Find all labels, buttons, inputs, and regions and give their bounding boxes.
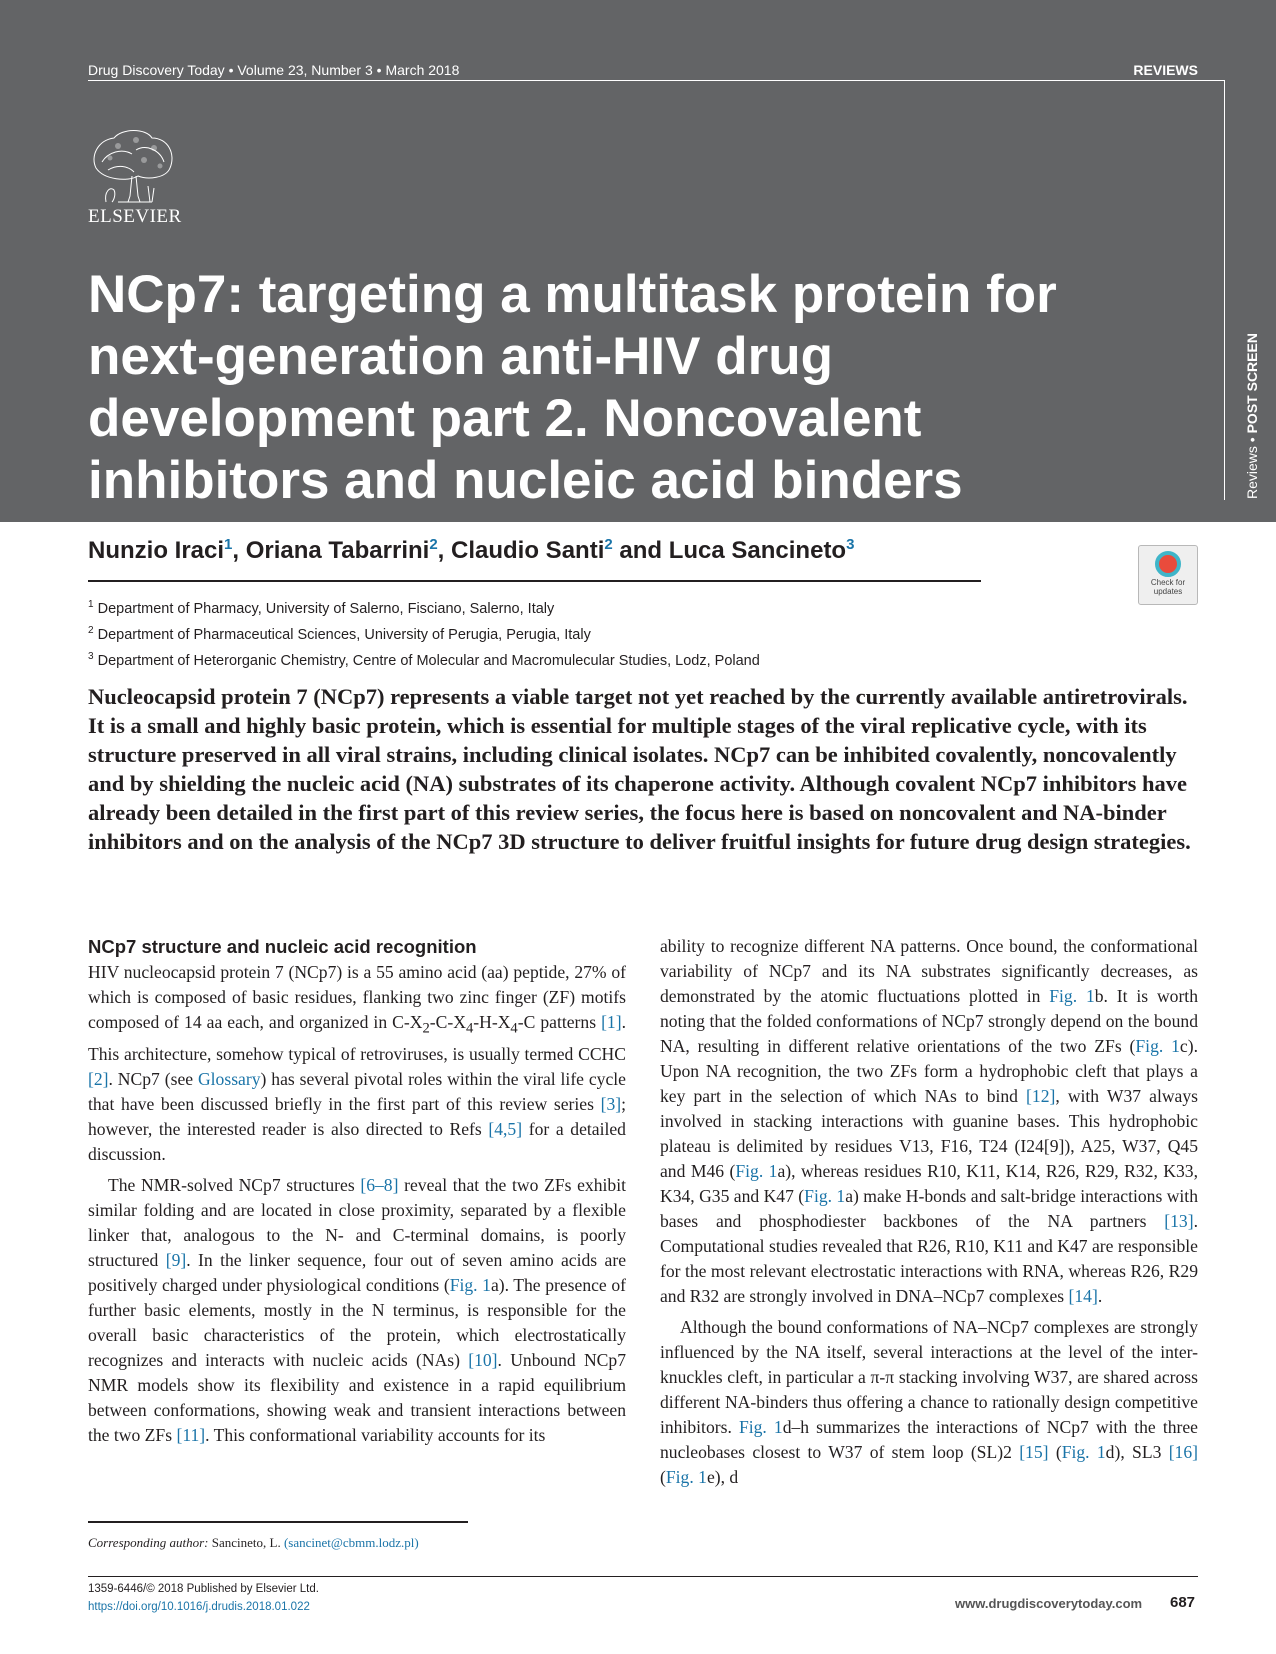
body-paragraph: HIV nucleocapsid protein 7 (NCp7) is a 55 amino acid (aa) peptide, 27% of which is composed of basic residues, flanking two zinc finger (ZF) motifs composed of 14 aa each, and organized in $C-X_2-C-X_4-H-X_4-C$ patterns [1]. This architecture, somehow typical of retroviruses, is usually termed CCHC [2]. NCp7 (see Glossary) has several pivotal roles within the viral life cycle that have been discussed briefly in the first part of this review series [3]; however, the interested reader is also directed to Refs [4,5] for a detailed discussion. — [88, 962, 626, 1164]
bookmark-icon — [1155, 551, 1181, 577]
author-affiliation-mark[interactable]: 2 — [429, 536, 438, 553]
reference-link[interactable]: [2] — [88, 1068, 109, 1089]
issn-copyright: 1359-6446/© 2018 Published by Elsevier Ltd. — [88, 1583, 319, 1595]
reference-link[interactable]: [1] — [601, 1012, 622, 1032]
footer-rule — [88, 1576, 1198, 1577]
elsevier-wordmark: ELSEVIER — [88, 206, 182, 227]
reference-link[interactable]: Fig. 1 — [1135, 1036, 1180, 1056]
author-name: Claudio Santi — [451, 537, 605, 564]
affiliation-number: 2 — [88, 624, 94, 636]
reference-link[interactable]: [14] — [1068, 1286, 1098, 1306]
author-separator: , — [437, 537, 452, 564]
affiliation-number: 1 — [88, 599, 94, 610]
section-heading: NCp7 structure and nucleic acid recognition — [88, 936, 477, 957]
affiliation-text: Department of Pharmaceutical Sciences, University of Perugia, Perugia, Italy — [93, 626, 591, 643]
reference-link[interactable]: Fig. 1 — [804, 1186, 846, 1206]
author-affiliation-mark[interactable]: 3 — [846, 536, 855, 553]
reference-link[interactable]: [6–8] — [360, 1174, 399, 1195]
check-for-updates-badge[interactable] — [1138, 545, 1198, 605]
author-affiliation-mark[interactable]: 2 — [604, 536, 613, 553]
side-tab-section: POST SCREEN — [1244, 333, 1260, 434]
reference-link[interactable]: [13] — [1164, 1211, 1194, 1231]
reference-link[interactable]: [10] — [468, 1349, 498, 1370]
affiliation-line — [88, 620, 988, 646]
corresponding-author-name: Sancineto, L. — [208, 1535, 284, 1550]
header-rule-vertical — [1224, 80, 1225, 500]
reference-link[interactable]: [3] — [600, 1093, 622, 1114]
reference-link[interactable]: [15] — [1019, 1442, 1049, 1462]
reference-link[interactable]: [4,5] — [488, 1118, 523, 1139]
reference-link[interactable]: Fig. 1 — [735, 1161, 778, 1181]
journal-citation: Drug Discovery Today • Volume 23, Number 3 • March 2018 — [88, 62, 460, 78]
author-rule — [88, 580, 981, 582]
author-name: Luca Sancineto — [668, 537, 847, 564]
reference-link[interactable]: Glossary — [197, 1068, 261, 1089]
subscript: 4 — [510, 1020, 518, 1037]
author-separator: , — [232, 537, 246, 564]
affiliation-line — [88, 646, 988, 672]
section-label: REVIEWS — [1133, 62, 1198, 78]
reference-link[interactable]: Fig. 1 — [449, 1274, 491, 1295]
affiliation-text: Department of Pharmacy, University of Salerno, Fisciano, Salerno, Italy — [93, 600, 555, 617]
reference-link[interactable]: Fig. 1 — [1049, 986, 1095, 1006]
article-title: NCp7: targeting a multitask protein for next-generation anti-HIV drug development part 2. Noncovalent inhibitors and nucleic acid binders — [88, 265, 1057, 510]
author-list — [88, 536, 854, 565]
subscript: 4 — [465, 1020, 474, 1037]
side-tab — [1244, 333, 1260, 499]
check-for-updates-label: Check for updates — [1150, 578, 1186, 596]
body-column-left — [88, 934, 626, 1448]
body-paragraph: ability to recognize different NA patterns. Once bound, the conformational variability of NCp7 and its NA substrates significantly decreases, as demonstrated by the atomic fluctuations plotted in Fig. 1b. It is worth noting that the folded conformations of NCp7 strongly depend on the bound NA, resulting in different relative orientations of the two ZFs (Fig. 1c). Upon NA recognition, the two ZFs form a hydrophobic cleft that plays a key part in the selection of which NAs to bind [12], with W37 always involved in stacking interactions with guanine bases. This hydrophobic plateau is delimited by residues V13, F16, T24 (I24[9]), A25, W37, Q45 and M46 (Fig. 1a), whereas residues R10, K11, K14, R26, R29, R32, K33, K34, G35 and K47 (Fig. 1a) make H-bonds and salt-bridge interactions with bases and phosphodiester backbones of the NA partners [13]. Computational studies revealed that R26, R10, K11 and K47 are responsible for the most relevant electrostatic interactions with RNA, whereas R26, R29 and R32 are strongly involved in DNA–NCp7 complexes [14]. — [660, 936, 1198, 1306]
reference-link[interactable]: [16] — [1168, 1442, 1198, 1462]
author-affiliation-mark[interactable]: 1 — [224, 536, 233, 553]
body-paragraph: The NMR-solved NCp7 structures [6–8] reveal that the two ZFs exhibit similar folding and are located in close proximity, separated by a flexible linker that, analogous to the N- and C-terminal domains, is poorly structured [9]. In the linker sequence, four out of seven amino acids are positively charged under physiological conditions (Fig. 1a). The presence of further basic elements, mostly in the N terminus, is responsible for the overall basic characteristics of the protein, which electrostatically recognizes and interacts with nucleic acids (NAs) [10]. Unbound NCp7 NMR models show its flexibility and existence in a rapid equilibrium between conformations, showing weak and transient interactions between the two ZFs [11]. This conformational variability accounts for its — [88, 1174, 626, 1445]
corresponding-author-label: Corresponding author: — [88, 1535, 209, 1550]
affiliations — [88, 594, 988, 671]
subscript: 2 — [422, 1020, 430, 1037]
author-separator: and — [612, 537, 669, 564]
side-tab-prefix: Reviews • — [1244, 433, 1260, 499]
footnote-rule — [88, 1521, 468, 1523]
doi-link[interactable]: https://doi.org/10.1016/j.drudis.2018.01.022 — [88, 1601, 310, 1613]
corresponding-author — [88, 1535, 419, 1551]
reference-link[interactable]: [12] — [1026, 1086, 1056, 1106]
author-name: Nunzio Iraci — [88, 537, 225, 564]
journal-website[interactable]: www.drugdiscoverytoday.com — [955, 1596, 1143, 1611]
corresponding-author-email[interactable]: (sancinet@cbmm.lodz.pl) — [283, 1535, 419, 1550]
reference-link[interactable]: Fig. 1 — [1061, 1442, 1106, 1462]
reference-link[interactable]: [9] — [165, 1249, 187, 1270]
reference-link[interactable]: Fig. 1 — [665, 1467, 707, 1487]
reference-link[interactable]: [11] — [176, 1424, 206, 1445]
page-number: 687 — [1170, 1594, 1196, 1611]
body-paragraph: Although the bound conformations of NA–NCp7 complexes are strongly influenced by the NA itself, several interactions at the level of the inter-knuckles cleft, in particular a π-π stacking involving W37, are shared across different NA-binders thus offering a chance to rationally design competitive inhibitors. Fig. 1d–h summarizes the interactions of NCp7 with the three nucleobases closest to W37 of stem loop (SL)2 [15] (Fig. 1d), SL3 [16] (Fig. 1e), d — [660, 1317, 1198, 1487]
abstract: Nucleocapsid protein 7 (NCp7) represents a viable target not yet reached by the currently available antiretrovirals. It is a small and highly basic protein, which is essential for multiple stages of the viral replicative cycle, with its structure preserved in all viral strains, including clinical isolates. NCp7 can be inhibited covalently, noncovalently and by shielding the nucleic acid (NA) substrates of its chaperone activity. Although covalent NCp7 inhibitors have already been detailed in the first part of this review series, the focus here is based on noncovalent and NA-binder inhibitors and on the analysis of the NCp7 3D structure to deliver fruitful insights for future drug design strategies. — [88, 684, 1191, 854]
body-column-right — [660, 934, 1198, 1490]
author-name: Oriana Tabarrini — [245, 537, 430, 564]
affiliation-number: 3 — [88, 650, 94, 662]
affiliation-text: Department of Heterorganic Chemistry, Centre of Molecular and Macromulecular Studies, Lodz, Poland — [93, 652, 760, 669]
header-rule — [88, 80, 1224, 81]
affiliation-line — [88, 594, 988, 620]
reference-link[interactable]: Fig. 1 — [738, 1417, 783, 1437]
